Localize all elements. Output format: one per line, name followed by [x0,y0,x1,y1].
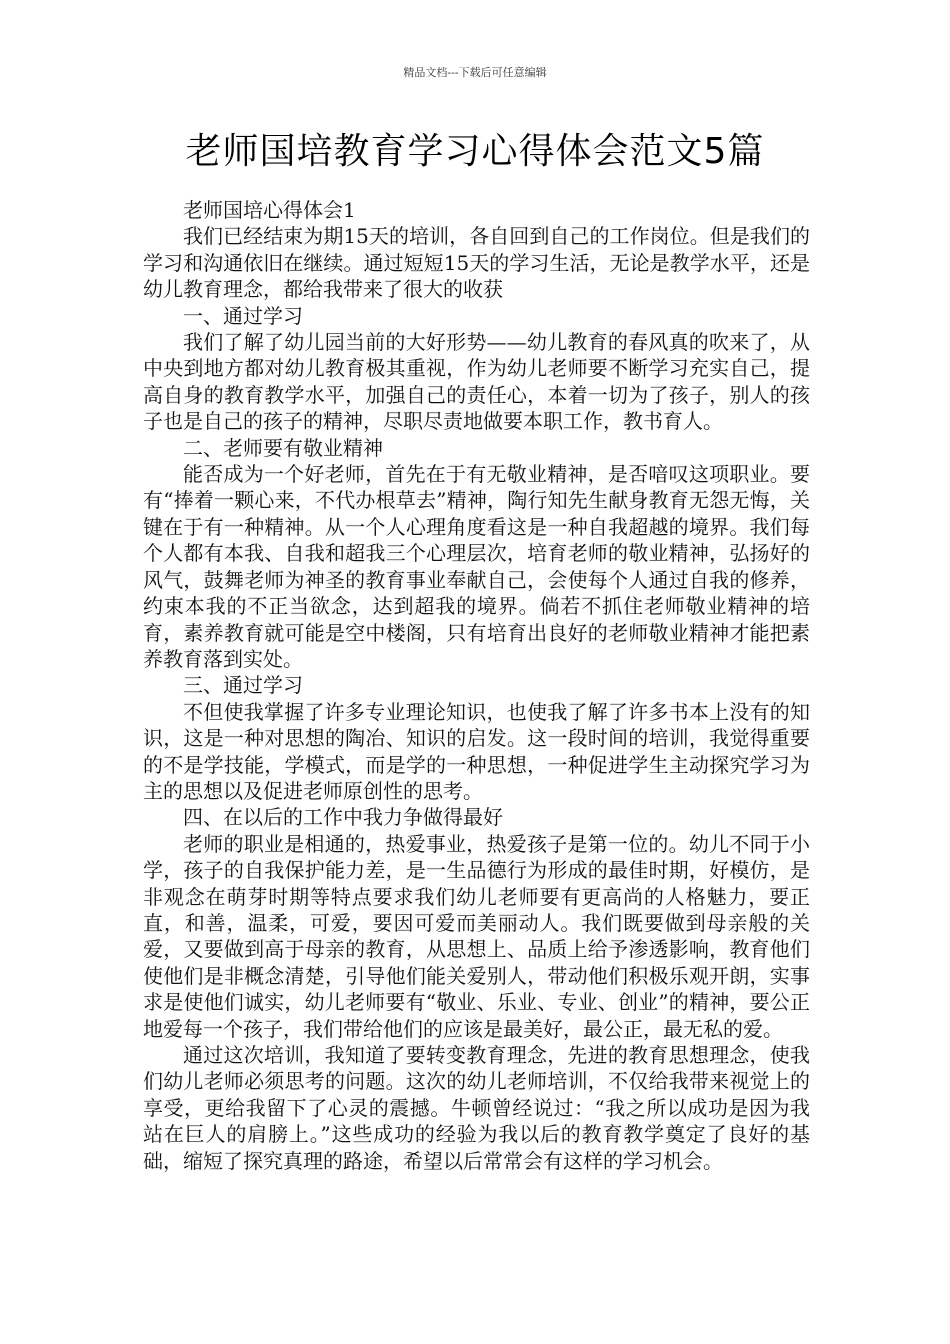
section-heading: 一、通过学习 [183,303,303,328]
body-paragraph: 我们已经结束为期15天的培训，各自回到自己的工作岗位。但是我们的学习和沟通依旧在继续。通过短短15天的学习生活，无论是教学水平，还是幼儿教育理念，都给我带来了很大的收获 [143,224,810,302]
section-heading: 二、老师要有敬业精神 [183,435,383,460]
section-heading: 老师国培心得体会1 [183,198,356,222]
body-paragraph: 通过这次培训，我知道了要转变教育理念，先进的教育思想理念，使我们幼儿老师必须思考的问题。这次的幼儿老师培训，不仅给我带来视觉上的享受，更给我留下了心灵的震撼。牛顿曾经说过：“我之所以成功是因为我站在巨人的肩膀上。”这些成功的经验为我以后的教育教学奠定了良好的基础，缩短了探究真理的路途，希望以后常常会有这样的学习机会。 [143,1043,810,1173]
document-title: 老师国培教育学习心得体会范文5篇 [185,131,765,172]
document-body [143,197,810,1174]
header-note: 精品文档---下载后可任意编辑 [403,66,547,79]
body-paragraph: 不但使我掌握了许多专业理论知识，也使我了解了许多书本上没有的知识，这是一种对思想的陶冶、知识的启发。这一段时间的培训，我觉得重要的不是学技能，学模式，而是学的一种思想，一种促进学生主动探究学习为主的思想以及促进老师原创性的思考。 [143,699,810,803]
body-paragraph: 我们了解了幼儿园当前的大好形势——幼儿教育的春风真的吹来了，从中央到地方都对幼儿教育极其重视，作为幼儿老师要不断学习充实自己，提高自身的教育教学水平，加强自己的责任心，本着一切为了孩子，别人的孩子也是自己的孩子的精神，尽职尽责地做要本职工作，教书育人。 [143,330,810,434]
section-heading: 三、通过学习 [183,673,303,698]
body-paragraph: 老师的职业是相通的，热爱事业，热爱孩子是第一位的。幼儿不同于小学，孩子的自我保护能力差，是一生品德行为形成的最佳时期，好模仿，是非观念在萌芽时期等特点要求我们幼儿老师要有更高尚的人格魅力，要正直，和善，温柔，可爱，要因可爱而美丽动人。我们既要做到母亲般的关爱，又要做到高于母亲的教育，从思想上、品质上给予渗透影响，教育他们使他们是非概念清楚，引导他们能关爱别人，带动他们积极乐观开朗，实事求是使他们诚实，幼儿老师要有“敬业、乐业、专业、创业”的精神，要公正地爱每一个孩子，我们带给他们的应该是最美好，最公正，最无私的爱。 [143,831,810,1041]
section-heading: 四、在以后的工作中我力争做得最好 [183,805,503,830]
body-paragraph: 能否成为一个好老师，首先在于有无敬业精神，是否喑叹这项职业。要有“捧着一颗心来，不代办根草去”精神，陶行知先生献身教育无怨无悔，关键在于有一种精神。从一个人心理角度看这是一种自我超越的境界。我们每个人都有本我、自我和超我三个心理层次，培育老师的敬业精神，弘扬好的风气，鼓舞老师为神圣的教育事业奉献自己，会使每个人通过自我的修养，约束本我的不正当欲念，达到超我的境界。倘若不抓住老师敬业精神的培育，素养教育就可能是空中楼阁，只有培育出良好的老师敬业精神才能把素养教育落到实处。 [143,462,810,671]
